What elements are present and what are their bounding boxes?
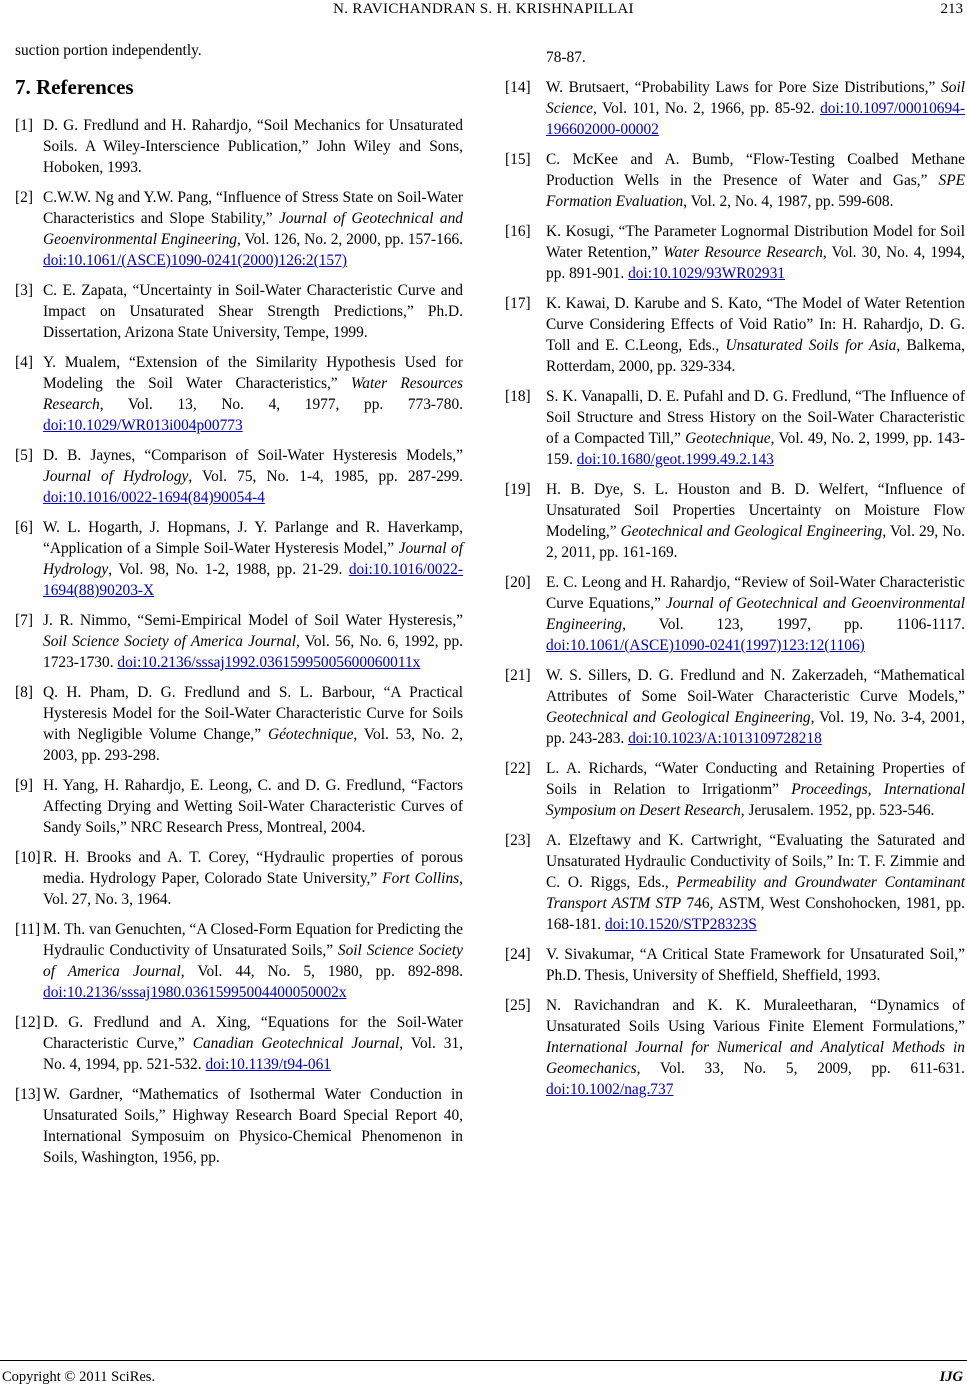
reference-number: [24]: [505, 946, 531, 963]
reference-number: [15]: [505, 151, 531, 168]
reference-text: , Vol. 75, No. 1-4, 1985, pp. 287-299.: [188, 468, 464, 485]
reference-body: [43, 1012, 463, 1075]
reference-body: [43, 919, 463, 1003]
reference-item: [505, 386, 965, 470]
journal-title: Journal of Geotechnical and Geoenvironmental Engineering: [43, 210, 463, 248]
reference-item: [505, 293, 965, 377]
reference-item: [505, 665, 965, 749]
reference-body: [43, 1084, 463, 1168]
reference-text: , Vol. 101, No. 2, 1966, pp. 85-92.: [593, 100, 821, 117]
doi-link[interactable]: doi:10.1680/geot.1999.49.2.143: [576, 451, 774, 468]
reference-number: [9]: [15, 777, 33, 794]
reference-item: [15, 682, 463, 766]
journal-title: Journal of Hydrology: [43, 540, 463, 578]
reference-text: , Vol. 27, No. 3, 1964.: [43, 870, 463, 908]
reference-body: [546, 572, 965, 656]
journal-title: Water Resource Research: [663, 244, 823, 261]
doi-link[interactable]: doi:10.2136/sssaj1992.03615995005600060011x: [117, 654, 421, 671]
reference-text: E. C. Leong and H. Rahardjo, “Review of Soil-Water Characteristic Curve Equations,”: [546, 574, 965, 612]
doi-link[interactable]: doi:10.1520/STP28323S: [605, 916, 757, 933]
reference-list-right: [505, 77, 965, 1100]
reference-body: [546, 665, 965, 749]
reference-body: [43, 775, 463, 838]
reference-number: [1]: [15, 117, 33, 134]
reference-number: [3]: [15, 282, 33, 299]
reference-body: [546, 386, 965, 470]
doi-link[interactable]: doi:10.1097/00010694-196602000-00002: [546, 100, 965, 138]
reference-number: [13]: [15, 1086, 41, 1103]
journal-title: Fort Collins: [382, 870, 460, 887]
reference-body: [546, 293, 965, 377]
reference-item: [15, 610, 463, 673]
reference-item: [15, 280, 463, 343]
doi-link[interactable]: doi:10.1016/0022-1694(88)90203-X: [43, 561, 463, 599]
reference-text: , Vol. 53, No. 2, 2003, pp. 293-298.: [43, 726, 463, 764]
doi-link[interactable]: doi:10.1016/0022-1694(84)90054-4: [43, 489, 265, 506]
journal-title: Journal of Geotechnical and Geoenvironmental Engineering: [546, 595, 965, 633]
journal-title: Canadian Geotechnical Journal: [192, 1035, 400, 1052]
reference-body: [546, 830, 965, 935]
reference-item: [15, 775, 463, 838]
reference-text: , Vol. 126, No. 2, 2000, pp. 157-166.: [236, 231, 463, 248]
reference-text: , Vol. 49, No. 2, 1999, pp. 143-159.: [546, 430, 965, 468]
section-title: 7. References: [15, 75, 134, 99]
reference-item: [15, 187, 463, 271]
reference-text: A. Elzeftawy and K. Cartwright, “Evaluating the Saturated and Unsaturated Hydraulic Conductivity of Soils,” In: T. F. Zimmie and C. O. Riggs, Eds.,: [546, 832, 965, 891]
reference-number: [18]: [505, 388, 531, 405]
journal-title: Journal of Hydrology: [43, 468, 189, 485]
reference-list-left: [15, 115, 463, 1168]
reference-text: S. K. Vanapalli, D. E. Pufahl and D. G. Fredlund, “The Influence of Soil Structure and Stress History on the Soil-Water Characteristic of a Compacted Till,”: [546, 388, 965, 447]
doi-link[interactable]: doi:10.1002/nag.737: [546, 1081, 674, 1098]
journal-abbrev: IJG: [939, 1369, 963, 1385]
reference-text: N. Ravichandran and K. K. Muraleetharan, “Dynamics of Unsaturated Soils Using Various Finite Element Formulations,”: [546, 997, 965, 1035]
reference-item: [505, 149, 965, 212]
doi-link[interactable]: doi:10.2136/sssaj1980.03615995004400050002x: [43, 984, 347, 1001]
reference-item: [505, 758, 965, 821]
reference-text: Q. H. Pham, D. G. Fredlund and S. L. Barbour, “A Practical Hysteresis Model for the Soil-Water Characteristic Curve for Soils with Negligible Volume Change,”: [43, 684, 463, 743]
doi-link[interactable]: doi:10.1061/(ASCE)1090-0241(2000)126:2(157): [43, 252, 347, 269]
reference-item: [15, 115, 463, 178]
reference-text: D. G. Fredlund and A. Xing, “Equations for the Soil-Water Characteristic Curve,”: [43, 1014, 463, 1052]
reference-body: [43, 682, 463, 766]
reference-number: [23]: [505, 832, 531, 849]
doi-link[interactable]: doi:10.1139/t94-061: [205, 1056, 331, 1073]
reference-body: [43, 352, 463, 436]
reference-item: [15, 847, 463, 910]
running-header: [0, 0, 967, 22]
reference-number: [21]: [505, 667, 531, 684]
reference-text: V. Sivakumar, “A Critical State Framework for Unsaturated Soil,” Ph.D. Thesis, University of Sheffield, Sheffield, 1993.: [546, 946, 965, 984]
reference-text: H. Yang, H. Rahardjo, E. Leong, C. and D. G. Fredlund, “Factors Affecting Drying and Wetting Soil-Water Characteristic Curves of Sandy Soils,” NRC Research Press, Montreal, 2004.: [43, 777, 463, 836]
reference-text: W. S. Sillers, D. G. Fredlund and N. Zakerzadeh, “Mathematical Attributes of Some Soil-Water Characteristic Curve Models,”: [546, 667, 965, 705]
reference-body: [43, 445, 463, 508]
page-number: 213: [940, 1, 963, 17]
reference-item: [15, 1012, 463, 1075]
reference-body: [43, 610, 463, 673]
intro-text: suction portion independently.: [15, 42, 202, 59]
reference-text: , Vol. 13, No. 4, 1977, pp. 773-780.: [99, 396, 463, 413]
reference-body: [546, 221, 965, 284]
reference-text: , Vol. 56, No. 6, 1992, pp. 1723-1730.: [43, 633, 463, 671]
reference-number: [8]: [15, 684, 33, 701]
reference-item: [15, 352, 463, 436]
reference-body: [546, 944, 965, 986]
reference-item: [505, 995, 965, 1100]
journal-title: International Journal for Numerical and Analytical Methods in Geomechanics: [546, 1039, 965, 1077]
reference-body: [43, 517, 463, 601]
reference-number: [19]: [505, 481, 531, 498]
reference-item: [15, 517, 463, 601]
reference-body: [546, 758, 965, 821]
reference-text: Y. Mualem, “Extension of the Similarity Hypothesis Used for Modeling the Soil Water Characteristics,”: [43, 354, 463, 392]
journal-title: Geotechnical and Geological Engineering: [546, 709, 811, 726]
reference-body: [546, 995, 965, 1100]
reference-text: C.W.W. Ng and Y.W. Pang, “Influence of Stress State on Soil-Water Characteristics and Slope Stability,”: [43, 189, 463, 227]
doi-link[interactable]: doi:10.1029/WR013i004p00773: [43, 417, 243, 434]
reference-item: [505, 77, 965, 140]
reference-text: C. McKee and A. Bumb, “Flow-Testing Coalbed Methane Production Wells in the Presence of Water and Gas,”: [546, 151, 965, 189]
reference-text: R. H. Brooks and A. T. Corey, “Hydraulic properties of porous media. Hydrology Paper, Colorado State University,”: [43, 849, 463, 887]
reference-item: [505, 479, 965, 563]
reference-number: [2]: [15, 189, 33, 206]
reference-text: , Balkema, Rotterdam, 2000, pp. 329-334.: [546, 337, 965, 375]
reference-text: , Vol. 2, No. 4, 1987, pp. 599-608.: [683, 193, 894, 210]
reference-item: [505, 830, 965, 935]
reference-body: [546, 479, 965, 563]
journal-title: Unsaturated Soils for Asia: [725, 337, 897, 354]
reference-number: [14]: [505, 79, 531, 96]
reference-number: [22]: [505, 760, 531, 777]
journal-title: Soil Science Society of America Journal: [43, 633, 297, 650]
journal-title: Soil Science: [546, 79, 965, 117]
reference-item: [505, 572, 965, 656]
doi-link[interactable]: doi:10.1061/(ASCE)1090-0241(1997)123:12(1106): [546, 637, 865, 654]
reference-item: [15, 919, 463, 1003]
doi-link[interactable]: doi:10.1029/93WR02931: [628, 265, 785, 282]
journal-title: Proceedings, International Symposium on Desert Research: [546, 781, 966, 819]
reference-text: K. Kawai, D. Karube and S. Kato, “The Model of Water Retention Curve Considering Effects of Void Ratio” In: H. Rahardjo, D. G. Toll and E. C.Leong, Eds.,: [546, 295, 965, 354]
reference-number: [17]: [505, 295, 531, 312]
reference-text: , Vol. 30, No. 4, 1994, pp. 891-901.: [546, 244, 965, 282]
reference-text: D. B. Jaynes, “Comparison of Soil-Water Hysteresis Models,”: [43, 447, 463, 464]
reference-text: L. A. Richards, “Water Conducting and Retaining Properties of Soils in Relation to Irrigationm”: [546, 760, 965, 798]
journal-title: Géotechnique: [267, 726, 354, 743]
header-authors: N. RAVICHANDRAN S. H. KRISHNAPILLAI: [333, 1, 634, 17]
reference-body: [43, 280, 463, 343]
reference-number: [25]: [505, 997, 531, 1014]
reference-number: [5]: [15, 447, 33, 464]
reference-number: [7]: [15, 612, 33, 629]
journal-title: Geotechnical and Geological Engineering: [620, 523, 883, 540]
reference-number: [16]: [505, 223, 531, 240]
reference-number: [20]: [505, 574, 531, 591]
journal-title: Geotechnique: [685, 430, 771, 447]
reference-text: J. R. Nimmo, “Semi-Empirical Model of Soil Water Hysteresis,”: [43, 612, 463, 629]
reference-number: [4]: [15, 354, 33, 371]
reference-body: [546, 77, 965, 140]
journal-title: Soil Science Society of America Journal: [43, 942, 463, 980]
reference-item: [15, 445, 463, 508]
journal-title: Permeability and Groundwater Contaminant Transport ASTM STP: [546, 874, 965, 912]
reference-text: D. G. Fredlund and H. Rahardjo, “Soil Mechanics for Unsaturated Soils. A Wiley-Interscience Publication,” John Wiley and Sons, Hoboken, 1993.: [43, 117, 463, 176]
reference-body: [43, 115, 463, 178]
reference-body: [43, 187, 463, 271]
reference-text: , Vol. 29, No. 2, 2011, pp. 161-169.: [546, 523, 965, 561]
reference-text: , Vol. 33, No. 5, 2009, pp. 611-631.: [636, 1060, 965, 1077]
reference-13-continuation: [546, 47, 965, 68]
reference-item: [505, 944, 965, 986]
reference-body: [546, 149, 965, 212]
reference-text: 746, ASTM, West Conshohocken, 1981, pp. 168-181.: [546, 895, 965, 933]
reference-text: , Vol. 123, 1997, pp. 1106-1117.: [622, 616, 965, 633]
doi-link[interactable]: doi:10.1023/A:1013109728218: [628, 730, 822, 747]
journal-title: SPE Formation Evaluation: [546, 172, 965, 210]
reference-text: 78-87.: [546, 49, 586, 66]
reference-number: [6]: [15, 519, 33, 536]
reference-text: W. Gardner, “Mathematics of Isothermal Water Conduction in Unsaturated Soils,” Highway Research Board Special Report 40, International Symposuim on Physico-Chemical Phenomenon in Soils, Washington, 1956, pp.: [43, 1086, 463, 1166]
reference-text: , Jerusalem. 1952, pp. 523-546.: [740, 802, 935, 819]
reference-number: [11]: [15, 921, 41, 938]
reference-number: [10]: [15, 849, 41, 866]
right-column: [505, 47, 965, 1109]
reference-text: , Vol. 98, No. 1-2, 1988, pp. 21-29.: [108, 561, 349, 578]
reference-text: , Vol. 44, No. 5, 1980, pp. 892-898.: [180, 963, 463, 980]
left-column: [15, 40, 463, 1177]
reference-text: M. Th. van Genuchten, “A Closed-Form Equation for Predicting the Hydraulic Conductivity of Unsaturated Soils,”: [43, 921, 463, 959]
reference-text: C. E. Zapata, “Uncertainty in Soil-Water Characteristic Curve and Impact on Unsaturated Shear Strength Predictions,” Ph.D. Dissertation, Arizona State University, Tempe, 1999.: [43, 282, 463, 341]
footer: [0, 1360, 967, 1385]
reference-text: , Vol. 19, No. 3-4, 2001, pp. 243-283.: [546, 709, 965, 747]
copyright: Copyright © 2011 SciRes.: [2, 1369, 156, 1385]
reference-text: K. Kosugi, “The Parameter Lognormal Distribution Model for Soil Water Retention,”: [546, 223, 965, 261]
reference-body: [43, 847, 463, 910]
reference-text: , Vol. 31, No. 4, 1994, pp. 521-532.: [43, 1035, 463, 1073]
reference-text: W. Brutsaert, “Probability Laws for Pore Size Distributions,”: [546, 79, 942, 96]
reference-item: [505, 221, 965, 284]
reference-item: [15, 1084, 463, 1168]
reference-text: H. B. Dye, S. L. Houston and B. D. Welfert, “Influence of Unsaturated Soil Properties Uncertainty on Moisture Flow Modeling,”: [546, 481, 965, 540]
reference-number: [12]: [15, 1014, 41, 1031]
reference-text: W. L. Hogarth, J. Hopmans, J. Y. Parlange and R. Haverkamp, “Application of a Simple Soil-Water Hysteresis Model,”: [43, 519, 463, 557]
journal-title: Water Resources Research: [43, 375, 463, 413]
